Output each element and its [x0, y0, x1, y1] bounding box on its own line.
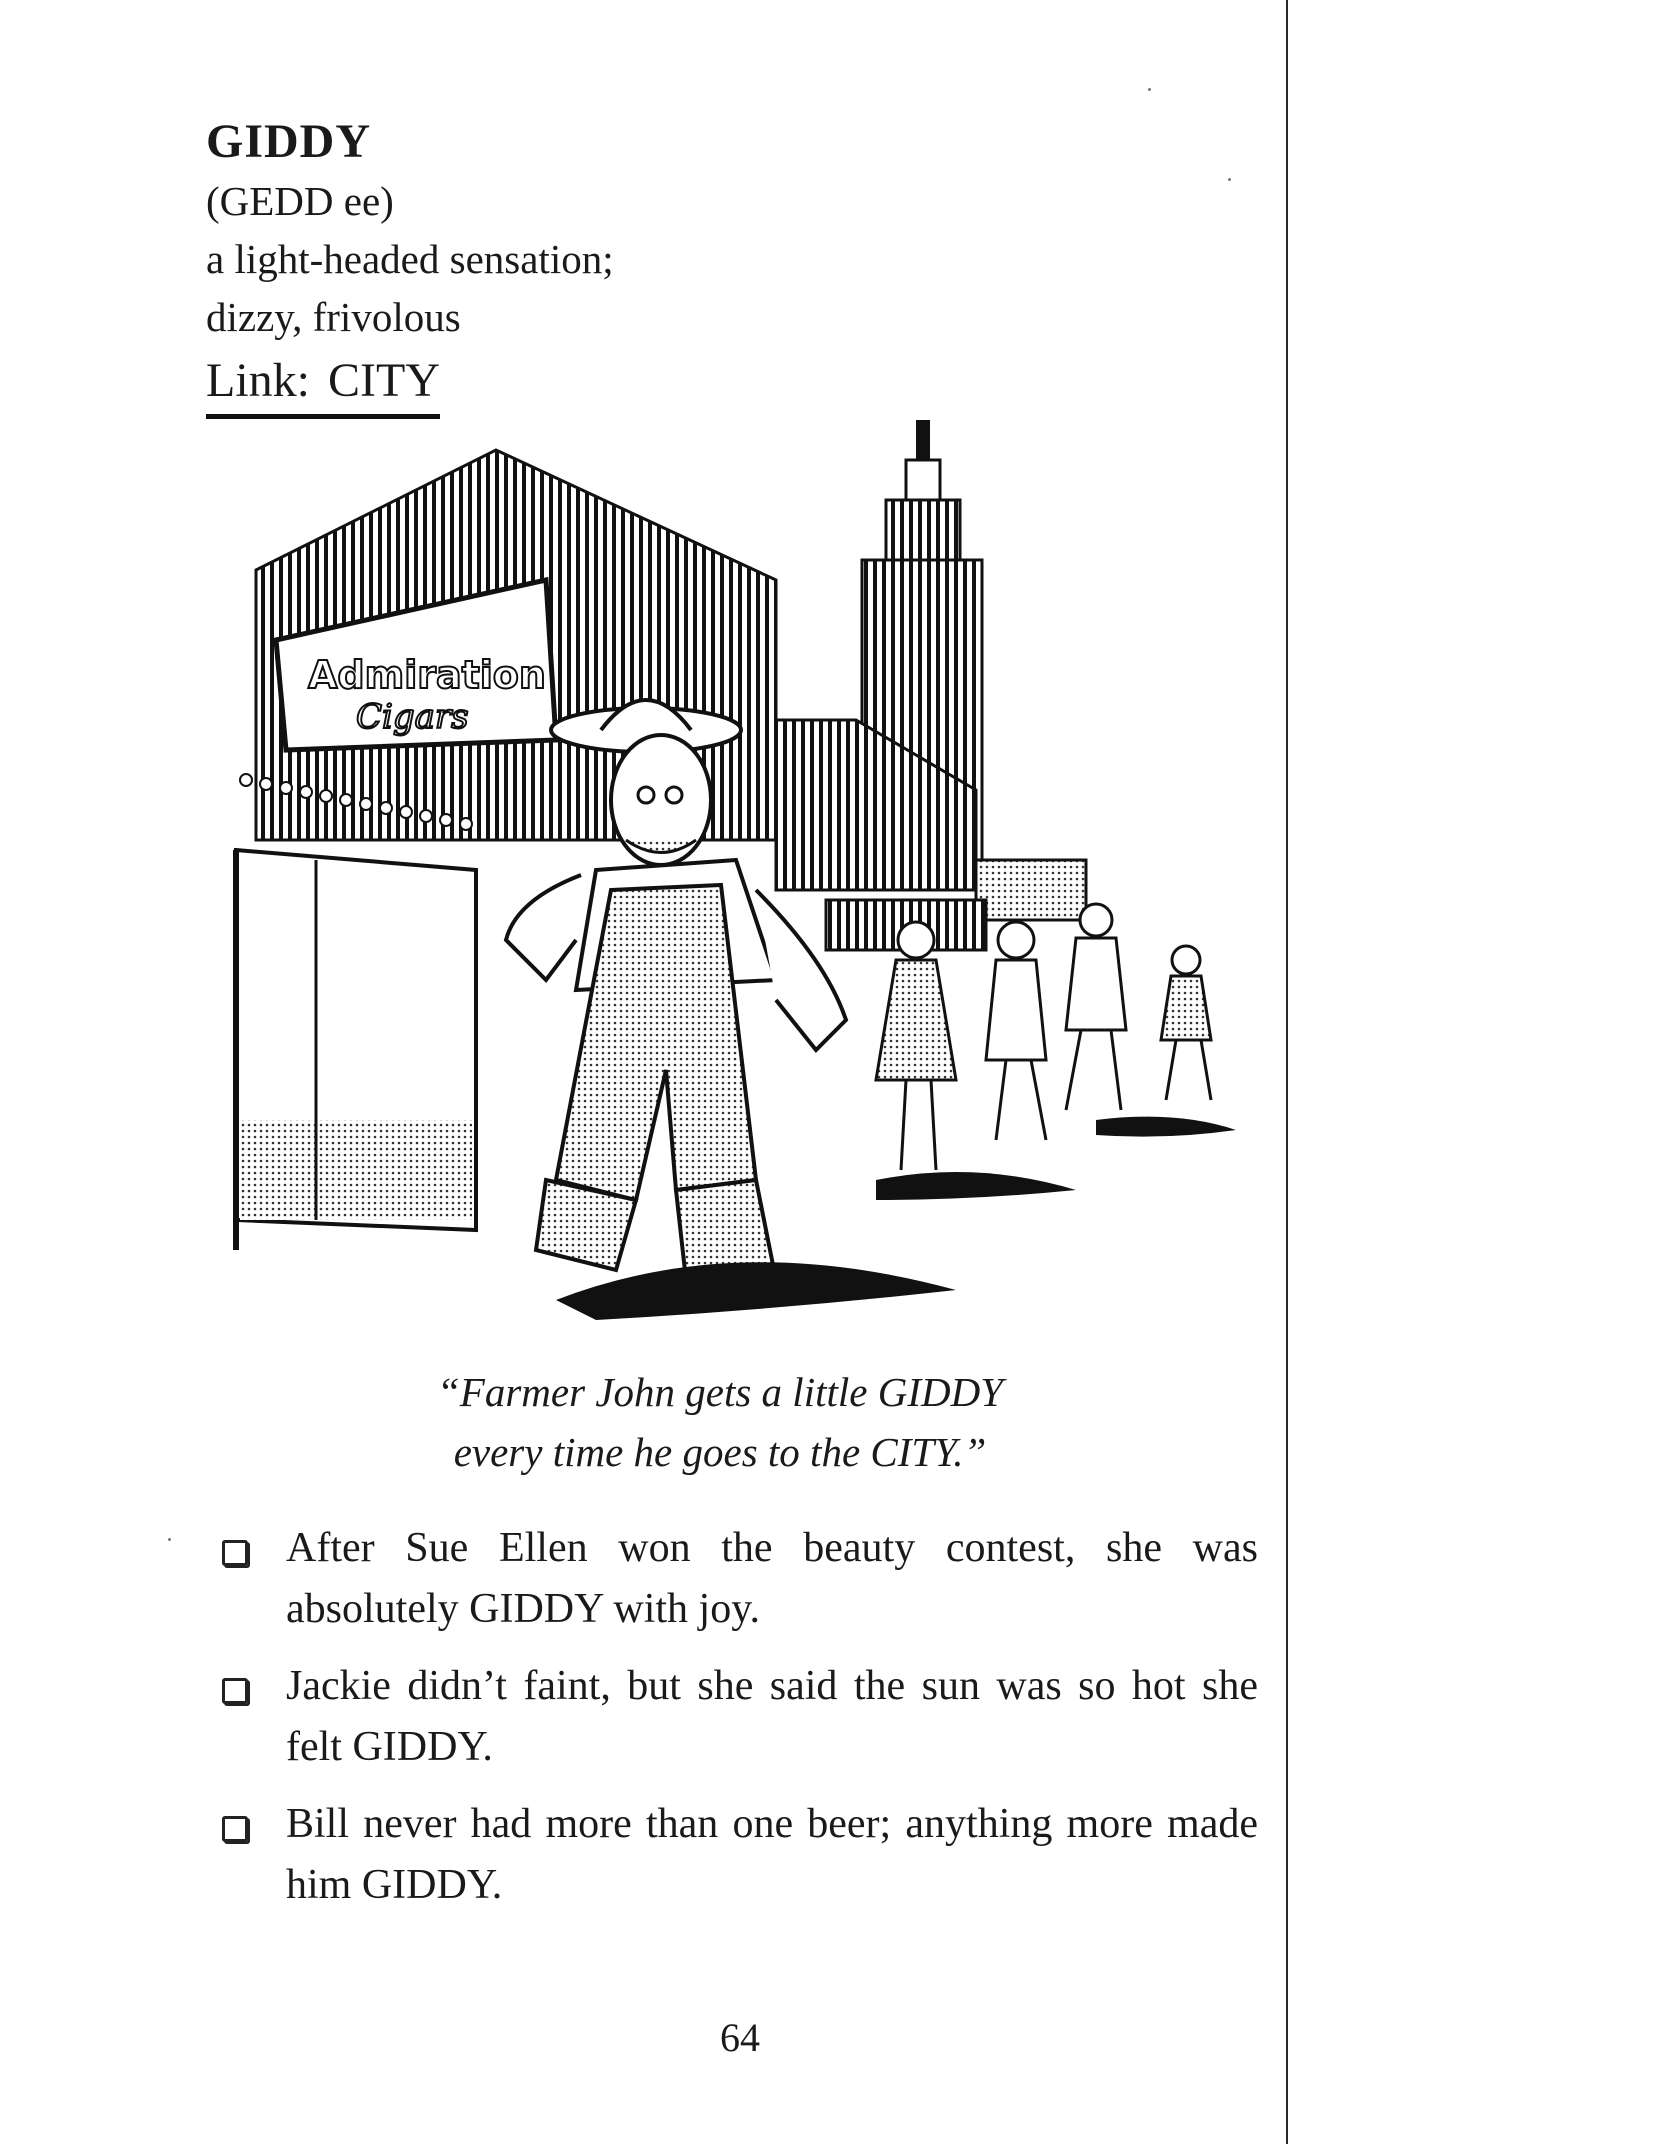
link-line	[206, 352, 440, 419]
checkbox-icon	[222, 1816, 248, 1842]
farmer-city-illustration	[216, 420, 1276, 1360]
scan-speck	[1228, 178, 1231, 181]
example-item	[218, 1518, 1258, 1640]
link-word: CITY	[328, 354, 440, 407]
sign-line2: Cigars	[356, 697, 469, 737]
checkbox-icon	[222, 1540, 248, 1566]
sign-line1: Admiration	[308, 653, 546, 697]
example-text: Jackie didn’t faint, but she said the sun was so hot she felt GIDDY.	[286, 1663, 1258, 1770]
example-item	[218, 1794, 1258, 1916]
storefront-window	[236, 850, 476, 1250]
pronunciation: (GEDD ee)	[206, 178, 394, 224]
example-text: After Sue Ellen won the beauty contest, she was absolutely GIDDY with joy.	[286, 1525, 1258, 1632]
headword: GIDDY	[206, 115, 372, 168]
definition-line: dizzy, frivolous	[206, 294, 461, 340]
example-item	[218, 1656, 1258, 1778]
page-edge-line	[1286, 0, 1288, 2144]
example-sentences	[218, 1518, 1258, 1932]
link-label: Link:	[206, 354, 310, 407]
caption-line: every time he goes to the CITY.”	[453, 1429, 987, 1475]
example-text: Bill never had more than one beer; anything more made him GIDDY.	[286, 1801, 1258, 1908]
caption-line: “Farmer John gets a little GIDDY	[437, 1369, 1003, 1415]
checkbox-icon	[222, 1678, 248, 1704]
page-number: 64	[720, 2015, 760, 2060]
illustration-caption	[340, 1362, 1100, 1482]
scan-speck	[1148, 88, 1151, 91]
scan-speck	[168, 1538, 171, 1541]
entry-header	[206, 112, 614, 419]
definition-line: a light-headed sensation;	[206, 236, 614, 282]
